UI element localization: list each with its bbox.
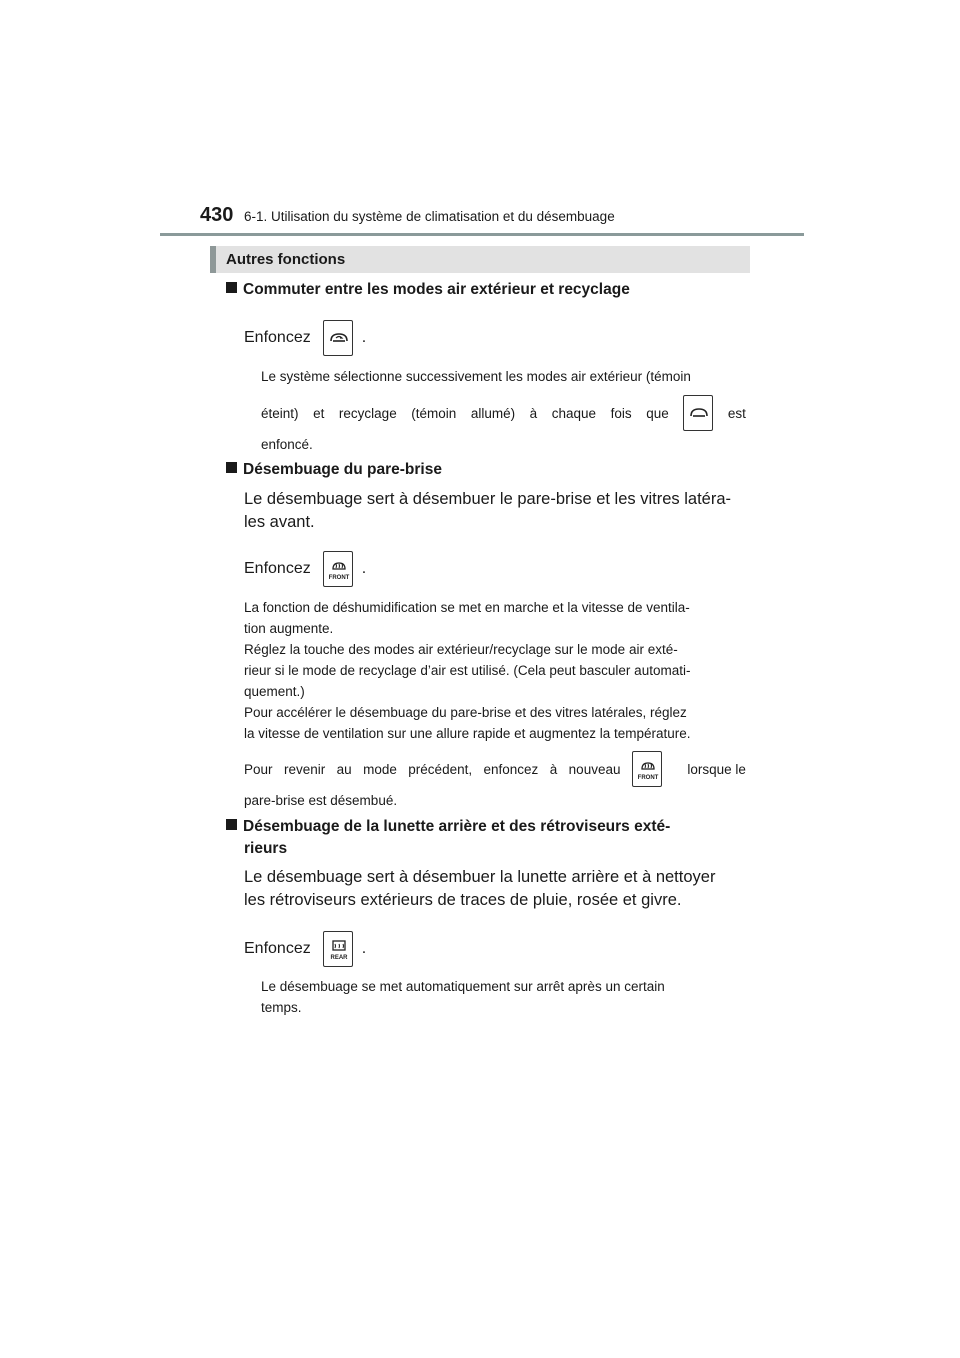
chapter-title: 6-1. Utilisation du système de climatisation et du désembuage: [244, 209, 615, 224]
square-bullet-icon: [226, 282, 237, 293]
square-bullet-icon: [226, 819, 237, 830]
front-defog-press-row: Enfoncez FRONT .: [244, 549, 366, 589]
header-rule: [160, 233, 804, 236]
recirc-note-line3: enfoncé.: [261, 437, 313, 452]
front-defog-notes: La fonction de déshumidification se met en marche et la vitesse de ventila- tion augmente. Réglez la touche des modes air extérieur/recyclage sur le mode air exté- rieur si le mode de recyclage d’air est utilisé. (Cela peut basculer automati- quement.) Pour accélérer le désembuage du pare-brise et des vitres latérales, réglez la vitesse de ventilation sur une allure rapide et augmentez la température.: [244, 600, 691, 741]
rear-defogger-icon: [324, 932, 354, 968]
page-number: 430: [200, 204, 234, 226]
front-defogger-icon: [324, 552, 354, 588]
air-recirculation-icon: [324, 321, 354, 357]
rear-defog-desc-line1: Le désembuage sert à désembuer la lunette arrière et à nettoyer: [244, 868, 716, 886]
section-title: Autres fonctions: [226, 251, 346, 268]
rear-defog-heading-line2: rieurs: [244, 840, 288, 857]
front-defog-return-line2: pare-brise est désembué.: [244, 793, 398, 808]
rear-defog-note-line1: Le désembuage se met automatiquement sur arrêt après un certain: [261, 979, 665, 994]
front-defogger-button[interactable]: [323, 551, 353, 587]
svg-text:FRONT: FRONT: [328, 575, 350, 581]
square-bullet-icon: [226, 462, 237, 473]
front-defogger-icon: [633, 752, 663, 788]
front-defog-desc-line1: Le désembuage sert à désembuer le pare-brise et les vitres latéra-: [244, 490, 731, 508]
recirc-note-line2: éteint) et recyclage (témoin allumé) à chaque fois que est: [261, 394, 746, 432]
rear-defog-note-line2: temps.: [261, 1000, 302, 1015]
rear-defog-desc-line2: les rétroviseurs extérieurs de traces de pluie, rosée et givre.: [244, 891, 682, 909]
recirc-note-line1: Le système sélectionne successivement les modes air extérieur (témoin: [261, 369, 691, 384]
rear-defog-press-row: Enfoncez REAR .: [244, 929, 366, 969]
svg-text:REAR: REAR: [330, 955, 348, 961]
section-bar: [210, 246, 750, 273]
recirc-heading: Commuter entre les modes air extérieur et recyclage: [226, 281, 630, 299]
air-recirculation-button[interactable]: [323, 320, 353, 356]
rear-defogger-button[interactable]: [323, 931, 353, 967]
front-defogger-button-inline[interactable]: [632, 751, 662, 787]
front-defog-desc-line2: les avant.: [244, 513, 315, 531]
front-defog-return-line: Pour revenir au mode précédent, enfoncez à nouveau FRONT lorsque le: [244, 750, 746, 788]
recirc-press-row: Enfoncez .: [244, 318, 366, 358]
svg-text:FRONT: FRONT: [637, 775, 659, 781]
rear-defog-heading: Désembuage de la lunette arrière et des rétroviseurs exté-: [226, 818, 670, 836]
front-defog-heading: Désembuage du pare-brise: [226, 461, 442, 479]
air-recirculation-button-inline[interactable]: [683, 395, 713, 431]
air-recirculation-icon: [684, 396, 714, 432]
